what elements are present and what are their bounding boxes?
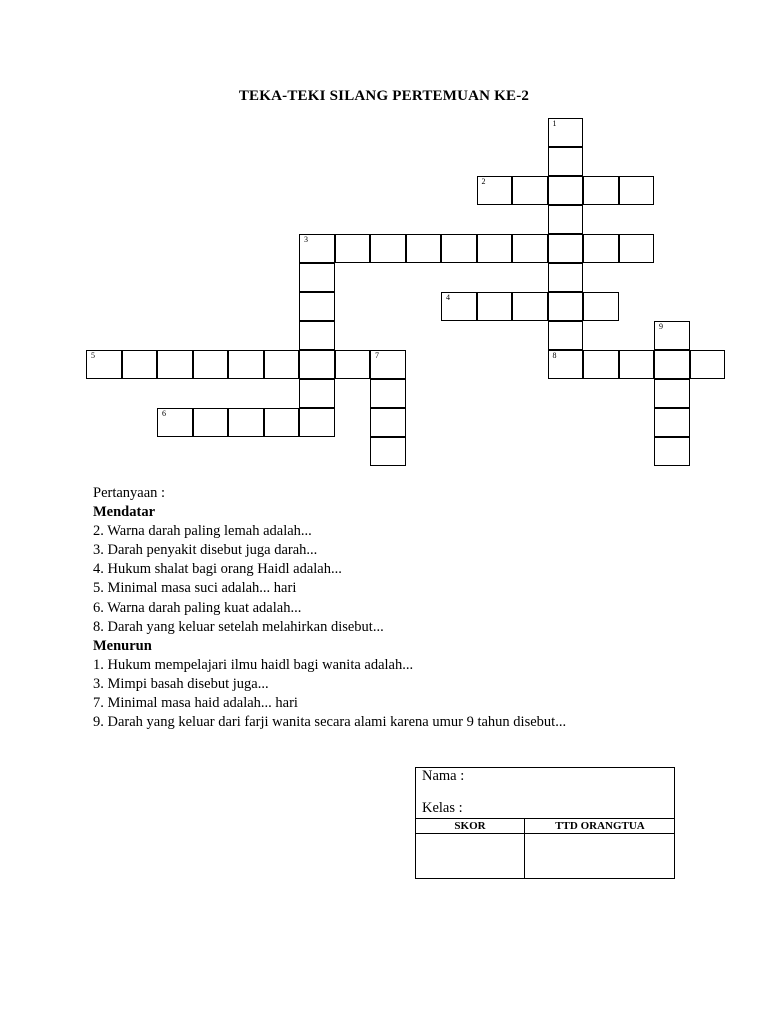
clue-number: 5 [91, 351, 95, 360]
clue-number: 9 [659, 322, 663, 331]
crossword-cell[interactable] [264, 408, 300, 437]
score-header: SKOR [454, 820, 486, 832]
crossword-cell[interactable] [583, 234, 619, 263]
down-clue: 7. Minimal masa haid adalah... hari [93, 695, 298, 712]
crossword-cell[interactable] [583, 350, 619, 379]
crossword-cell[interactable] [299, 408, 335, 437]
crossword-cell[interactable] [619, 176, 655, 205]
crossword-cell[interactable] [583, 176, 619, 205]
crossword-cell[interactable] [441, 234, 477, 263]
crossword-cell[interactable] [299, 350, 335, 379]
crossword-cell[interactable] [477, 234, 513, 263]
crossword-cell[interactable] [228, 408, 264, 437]
crossword-cell[interactable] [122, 350, 158, 379]
clue-number: 6 [162, 409, 166, 418]
across-clue: 8. Darah yang keluar setelah melahirkan disebut... [93, 618, 384, 635]
crossword-cell[interactable] [370, 379, 406, 408]
clue-number: 7 [375, 351, 379, 360]
clue-number: 8 [552, 351, 557, 360]
crossword-cell[interactable] [264, 350, 300, 379]
crossword-cell[interactable] [583, 292, 619, 321]
crossword-cell[interactable] [548, 205, 584, 234]
across-heading: Mendatar [93, 504, 156, 521]
clue-number: 3 [304, 235, 308, 244]
across-clue: 2. Warna darah paling lemah adalah... [93, 523, 312, 540]
crossword-cell[interactable] [335, 234, 371, 263]
crossword-cell[interactable] [370, 234, 406, 263]
crossword-cell[interactable] [548, 263, 584, 292]
class-label: Kelas : [422, 800, 463, 816]
crossword-cell[interactable] [619, 234, 655, 263]
crossword-cell[interactable] [370, 437, 406, 466]
down-clue: 9. Darah yang keluar dari farji wanita secara alami karena umur 9 tahun disebut... [93, 714, 567, 731]
crossword-cell[interactable] [157, 350, 193, 379]
crossword-cell[interactable] [548, 176, 584, 205]
parent-sign-header: TTD ORANGTUA [555, 820, 645, 832]
questions-section [93, 484, 733, 732]
crossword-cell[interactable] [512, 292, 548, 321]
page-title: TEKA-TEKI SILANG PERTEMUAN KE-2 [238, 88, 530, 104]
crossword-cell[interactable] [654, 408, 690, 437]
clue-number: 4 [446, 293, 450, 302]
clue-number: 2 [481, 177, 486, 186]
crossword-cell[interactable] [619, 350, 655, 379]
parent-sign-cell[interactable] [525, 834, 675, 879]
crossword-cell[interactable] [299, 379, 335, 408]
crossword-cell[interactable] [228, 350, 264, 379]
crossword-cell[interactable] [477, 292, 513, 321]
crossword-cell[interactable] [654, 437, 690, 466]
crossword-cell[interactable] [406, 234, 442, 263]
across-clue: 5. Minimal masa suci adalah... hari [93, 580, 297, 597]
crossword-cell[interactable] [548, 147, 584, 176]
crossword-cell[interactable] [299, 321, 335, 350]
crossword-cell[interactable] [512, 176, 548, 205]
name-label: Nama : [422, 768, 465, 784]
crossword-cell[interactable] [690, 350, 726, 379]
crossword-cell[interactable] [548, 321, 584, 350]
crossword-cell[interactable] [370, 408, 406, 437]
crossword-cell[interactable] [299, 263, 335, 292]
crossword-cell[interactable] [193, 408, 229, 437]
across-clue: 3. Darah penyakit disebut juga darah... [93, 542, 318, 559]
crossword-cell[interactable] [654, 350, 690, 379]
crossword-cell[interactable] [193, 350, 229, 379]
down-clue: 1. Hukum mempelajari ilmu haidl bagi wanita adalah... [93, 656, 414, 673]
across-clue: 6. Warna darah paling kuat adalah... [93, 599, 302, 616]
down-heading: Menurun [93, 637, 152, 654]
crossword-grid [0, 0, 768, 480]
crossword-cell[interactable] [548, 234, 584, 263]
across-clue: 4. Hukum shalat bagi orang Haidl adalah... [93, 561, 342, 578]
score-cell[interactable] [416, 834, 524, 879]
student-info-box [415, 767, 675, 879]
questions-intro: Pertanyaan : [93, 485, 166, 501]
crossword-cell[interactable] [512, 234, 548, 263]
crossword-cell[interactable] [548, 292, 584, 321]
down-clue: 3. Mimpi basah disebut juga... [93, 675, 269, 692]
crossword-cell[interactable] [335, 350, 371, 379]
score-header-row [416, 818, 674, 834]
crossword-cell[interactable] [654, 379, 690, 408]
crossword-cell[interactable] [299, 292, 335, 321]
clue-number: 1 [552, 119, 557, 128]
